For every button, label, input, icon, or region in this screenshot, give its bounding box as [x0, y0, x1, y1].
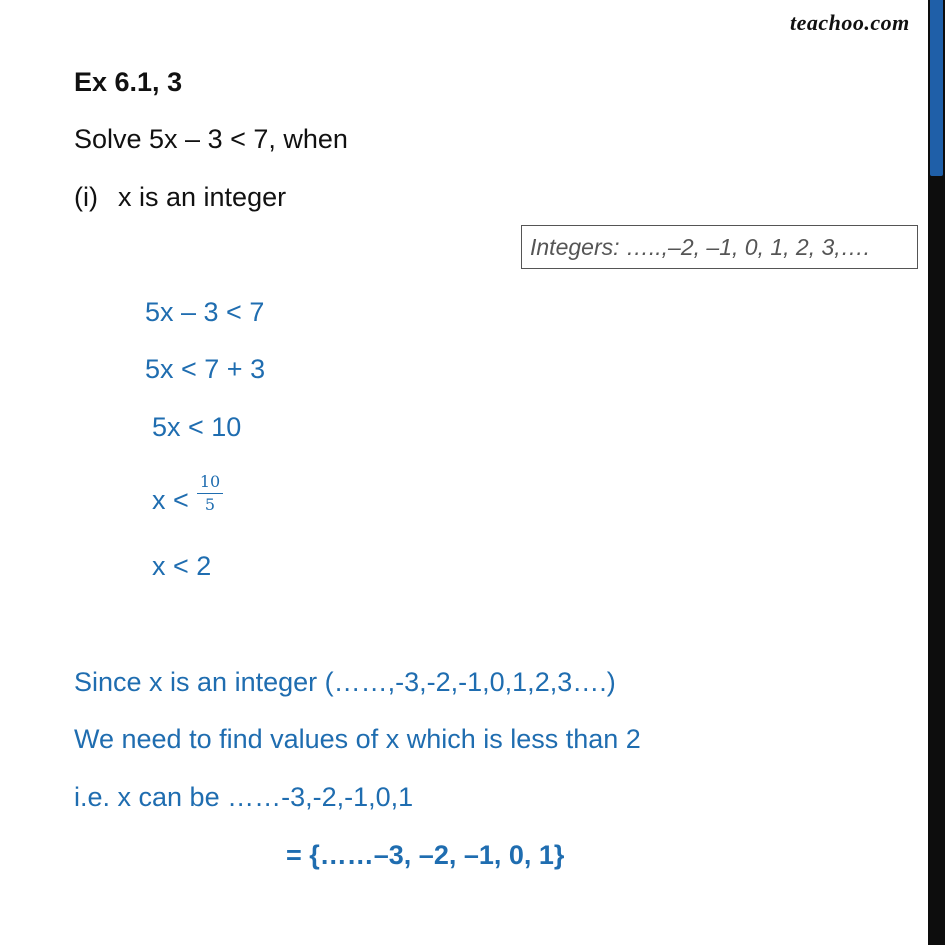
fraction-bar — [197, 493, 223, 494]
step-line-3: 5x < 10 — [152, 412, 242, 442]
fraction-ten-over-five — [196, 473, 224, 514]
teachoo-logo: teachoo.com — [790, 10, 910, 35]
step-line-5: x < 2 — [152, 551, 212, 581]
conclusion-line-1: Since x is an integer (……,-3,-2,-1,0,1,2,3….) — [74, 667, 616, 697]
exercise-title: Ex 6.1, 3 — [74, 67, 183, 97]
integers-note-box: Integers: …..,–2, –1, 0, 1, 2, 3,…. — [521, 225, 918, 269]
fraction-numerator: 10 — [199, 472, 221, 491]
step-line-2: 5x < 7 + 3 — [145, 354, 266, 384]
fraction-denominator: 5 — [204, 495, 216, 514]
step-line-4-prefix: x < — [152, 485, 189, 515]
conclusion-line-3: i.e. x can be ……-3,-2,-1,0,1 — [74, 782, 414, 812]
vertical-scrollbar[interactable] — [928, 0, 945, 945]
conclusion-line-2: We need to find values of x which is less than 2 — [74, 724, 641, 754]
scrollbar-thumb[interactable] — [930, 0, 943, 176]
part-text: x is an integer — [118, 182, 287, 212]
question-statement: Solve 5x – 3 < 7, when — [74, 124, 348, 154]
part-label: (i) — [74, 182, 98, 212]
step-line-1: 5x – 3 < 7 — [145, 297, 265, 327]
final-answer: = {……–3, –2, –1, 0, 1} — [286, 840, 565, 870]
